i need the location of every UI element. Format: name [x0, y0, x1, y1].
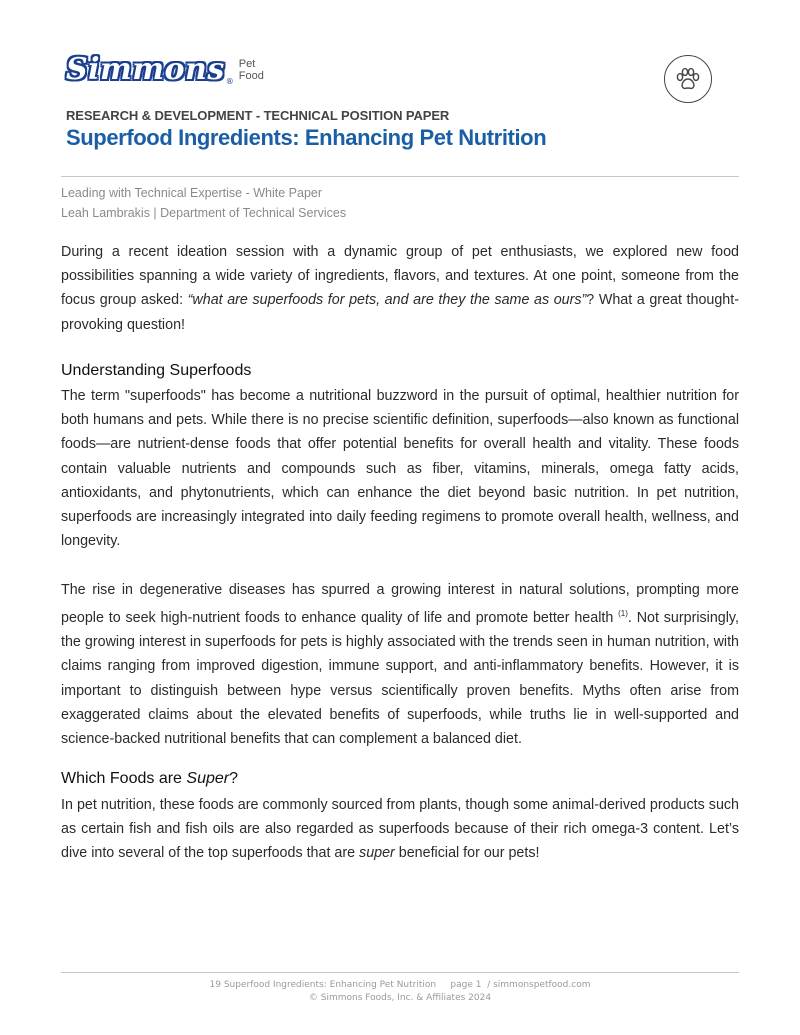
- section2-text: In pet nutrition, these foods are commonly sourced from plants, though some animal-derived products such as certain fish and fish oils are also regarded as superfoods because of their rich omega-3 content. Let’s dive into several of the top superfoods that are: [61, 797, 739, 862]
- section2-paragraph: [61, 793, 739, 866]
- logo-sub-line2: Food: [238, 70, 264, 82]
- meta-series: Leading with Technical Expertise - White Paper: [61, 186, 323, 200]
- paper-kicker: RESEARCH & DEVELOPMENT - TECHNICAL POSITION PAPER: [66, 108, 450, 123]
- logo-wordmark: Simmons: [66, 52, 225, 87]
- page-title: Superfood Ingredients: Enhancing Pet Nutrition: [66, 125, 547, 150]
- para2-text-end: . Not surprisingly, the growing interest in superfoods for pets is highly associated with the trends seen in human nutrition, with claims ranging from improved digestion, immune support, and anti-inflammatory benefits. However, it is important to distinguish between hype versus scientifically proven benefits. Myths often arise from exaggerated claims about the elevated benefits of superfoods, while truths lie in well-supported and science-backed nutritional benefits that can complement a balanced diet.: [61, 609, 739, 747]
- intro-text-end: ? What a great thought-provoking question!: [61, 292, 739, 333]
- meta-author: Leah Lambrakis | Department of Technical Services: [61, 206, 347, 220]
- heading-text: Which Foods are: [61, 770, 187, 787]
- simmons-pet-food-logo: [66, 50, 264, 90]
- para2-text: The rise in degenerative diseases has spurred a growing interest in natural solutions, prompting more people to seek high-nutrient foods to enhance quality of life and promote better health: [61, 582, 739, 626]
- paw-print-icon: [664, 55, 712, 103]
- header-divider: [61, 176, 739, 177]
- section2-text-end: beneficial for our pets!: [394, 845, 540, 862]
- section-heading-understanding: Understanding Superfoods: [61, 362, 252, 379]
- section1-paragraph-2: [61, 578, 739, 751]
- logo-sub-line1: Pet: [238, 58, 256, 70]
- section2-emphasis: super: [359, 845, 395, 862]
- intro-text: During a recent ideation session with a dynamic group of pet enthusiasts, we explored new food possibilities spanning a wide variety of ingredients, flavors, and textures. At one point, someone from the focus group asked:: [61, 244, 739, 309]
- paper-meta: [61, 183, 346, 223]
- section-heading-which-foods: [61, 770, 238, 788]
- footer-line-1: 19 Superfood Ingredients: Enhancing Pet Nutrition page 1 / simmonspetfood.com: [209, 980, 591, 990]
- intro-quote: “what are superfoods for pets, and are they the same as ours”: [187, 292, 587, 309]
- page-footer: [0, 979, 800, 1005]
- heading-text-end: ?: [229, 770, 238, 787]
- section1-paragraph-1: The term "superfoods" has become a nutritional buzzword in the pursuit of optimal, healthier nutrition for both humans and pets. While there is no precise scientific definition, superfoods—also known as functional foods—are nutrient-dense foods that offer potential benefits for overall health and vitality. These foods contain valuable nutrients and compounds such as fiber, vitamins, minerals, omega fatty acids, antioxidants, and phytonutrients, which can enhance the diet beyond basic nutrition. In pet nutrition, superfoods are increasingly integrated into daily feeding regimens to promote overall health, wellness, and longevity.: [61, 388, 739, 550]
- footer-copyright: © Simmons Foods, Inc. & Affiliates 2024: [308, 993, 492, 1003]
- logo-registered-mark: ®: [225, 77, 234, 86]
- footer-divider: [61, 972, 739, 973]
- heading-emphasis: Super: [186, 770, 230, 787]
- reference-marker: (1): [618, 609, 628, 619]
- logo-subtitle: [239, 58, 264, 82]
- intro-paragraph: [61, 240, 739, 337]
